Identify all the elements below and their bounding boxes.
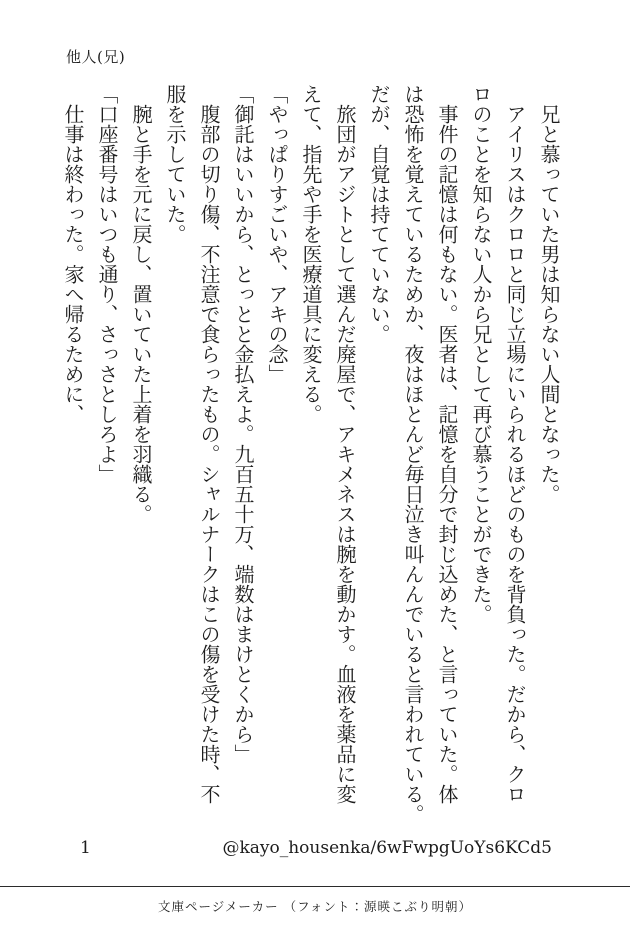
credit-handle: @kayo_housenka/6wFwpgUoYs6KCd5 xyxy=(222,838,552,858)
body-line: 「口座番号はいつも通り、さっさとしろよ」 xyxy=(95,84,119,484)
body-line: 「やっぱりすごいや、アキの念」 xyxy=(265,84,289,384)
body-line: 兄と慕っていた男は知らない人間となった。 xyxy=(537,84,561,504)
body-line: ロのことを知らない人から兄として再び慕うことができた。 xyxy=(469,84,493,624)
body-line: 旅団がアジトとして選んだ廃屋で、アキメネスは腕を動かす。血液を薬品に変 xyxy=(333,84,357,804)
body-line: アイリスはクロロと同じ立場にいられるほどのものを背負った。だから、クロ xyxy=(503,84,527,804)
body-line: えて、指先や手を医療道具に変える。 xyxy=(299,84,323,424)
body-line: 仕事は終わった。家へ帰るために、 xyxy=(61,84,85,424)
generator-caption: 文庫ページメーカー （フォント：源暎こぶり明朝） xyxy=(158,899,472,914)
footer-divider-line xyxy=(0,886,630,887)
body-line: 腕と手を元に戻し、置いていた上着を羽織る。 xyxy=(129,84,153,524)
body-line: だが、自覚は持てていない。 xyxy=(367,84,391,344)
body-line: 事件の記憶は何もない。医者は、記憶を自分で封じ込めた、と言っていた。体 xyxy=(435,84,459,804)
running-head-title: 他人(兄) xyxy=(66,48,126,66)
vertical-body-text xyxy=(56,84,566,832)
page-number: 1 xyxy=(80,838,91,858)
body-line: は恐怖を覚えているためか、夜はほとんど毎日泣き叫んんでいると言われている。 xyxy=(401,84,425,824)
page-footer xyxy=(80,838,552,858)
body-line: 服を示していた。 xyxy=(163,84,187,244)
body-line: 腹部の切り傷、不注意で食らったもの。シャルナークはこの傷を受けた時、不 xyxy=(197,84,221,804)
body-line: 「御託はいいから、とっとと金払えよ。九百五十万、端数はまけとくから」 xyxy=(231,84,255,764)
